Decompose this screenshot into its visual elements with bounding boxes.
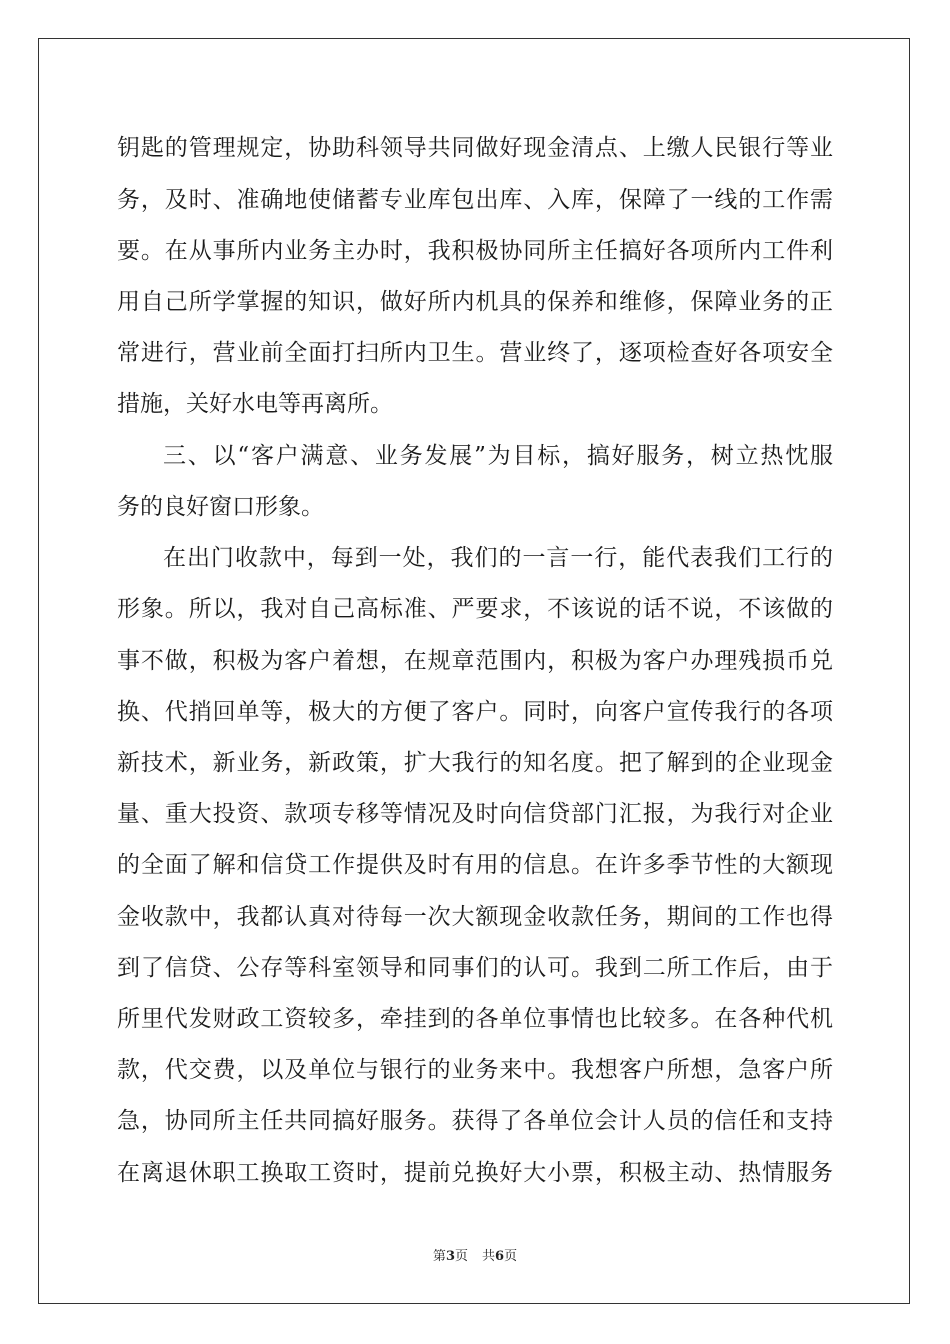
text-line: 常进行，营业前全面打扫所内卫生。营业终了，逐项检查好各项安全: [117, 340, 833, 366]
page-suffix: 页: [454, 1249, 468, 1264]
text-line: 款，代交费，以及单位与银行的业务来中。我想客户所想，急客户所: [117, 1057, 833, 1083]
text-line: 措施，关好水电等再离所。: [117, 391, 393, 417]
text-line: 钥匙的管理规定，协助科领导共同做好现金清点、上缴人民银行等业: [117, 135, 833, 161]
total-pages: 6: [495, 1249, 505, 1264]
text-line: 到了信贷、公存等科室领导和同事们的认可。我到二所工作后，由于: [117, 955, 833, 981]
text-line: 的全面了解和信贷工作提供及时有用的信息。在许多季节性的大额现: [117, 852, 833, 878]
total-prefix: 共: [482, 1249, 496, 1264]
section-heading-line: 三、以“客户满意、业务发展”为目标，搞好服务，树立热忱服: [163, 443, 833, 469]
text-line: 事不做，积极为客户着想，在规章范围内，积极为客户办理残损币兑: [117, 648, 833, 674]
page-footer: [0, 1245, 950, 1264]
text-line: 新技术，新业务，新政策，扩大我行的知名度。把了解到的企业现金: [117, 750, 833, 776]
text-line: 急，协同所主任共同搞好服务。获得了各单位会计人员的信任和支持: [117, 1108, 833, 1134]
text-line: 所里代发财政工资较多，牵挂到的各单位事情也比较多。在各种代机: [117, 1006, 833, 1032]
text-line: 用自己所学掌握的知识，做好所内机具的保养和维修，保障业务的正: [117, 289, 833, 315]
section-heading-line: 务的良好窗口形象。: [117, 494, 324, 520]
text-line: 要。在从事所内业务主办时，我积极协同所主任搞好各项所内工件利: [117, 238, 833, 264]
total-suffix: 页: [504, 1249, 518, 1264]
text-line: 在出门收款中，每到一处，我们的一言一行，能代表我们工行的: [163, 545, 833, 571]
text-line: 金收款中，我都认真对待每一次大额现金收款任务，期间的工作也得: [117, 904, 833, 930]
text-line: 量、重大投资、款项专移等情况及时向信贷部门汇报，为我行对企业: [117, 801, 833, 827]
text-line: 形象。所以，我对自己高标准、严要求，不该说的话不说，不该做的: [117, 596, 833, 622]
page-prefix: 第: [432, 1249, 446, 1264]
text-line: 务，及时、准确地使储蓄专业库包出库、入库，保障了一线的工作需: [117, 187, 833, 213]
text-line: 在离退休职工换取工资时，提前兑换好大小票，积极主动、热情服务: [117, 1160, 833, 1186]
text-line: 换、代捎回单等，极大的方便了客户。同时，向客户宣传我行的各项: [117, 699, 833, 725]
page-number: 3: [445, 1249, 455, 1264]
